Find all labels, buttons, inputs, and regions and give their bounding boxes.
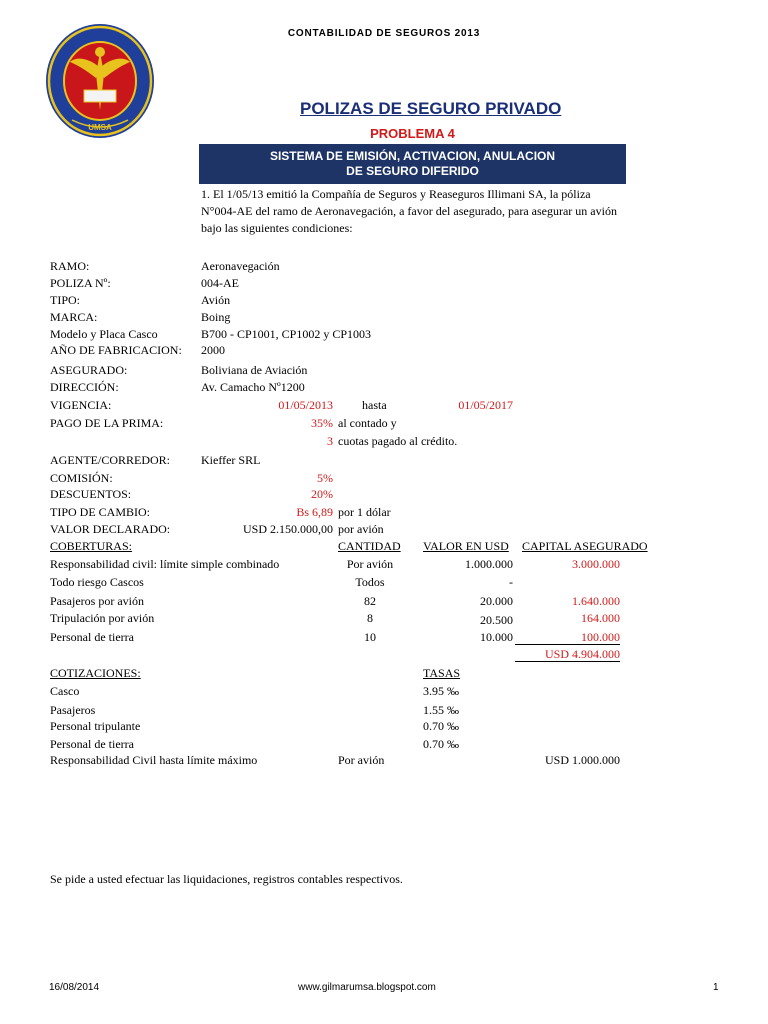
cotizacion-tasa: 0.70 ‰ — [423, 737, 459, 751]
running-header: CONTABILIDAD DE SEGUROS 2013 — [287, 28, 481, 39]
cobertura-capital: 100.000 — [515, 630, 620, 645]
vigencia-from: 01/05/2013 — [278, 398, 333, 412]
pago-cuotas-note: cuotas pagado al crédito. — [338, 434, 458, 448]
cotizacion-name: Casco — [50, 684, 80, 698]
cobertura-name: Personal de tierra — [50, 630, 134, 644]
cotizacion-name: Personal de tierra — [50, 737, 134, 751]
field-label-agente: AGENTE/CORREDOR: — [50, 453, 170, 467]
banner-line-2: DE SEGURO DIFERIDO — [346, 164, 479, 178]
field-value-cambio: Bs 6,89 — [296, 505, 333, 519]
field-label-comision: COMISIÓN: — [50, 471, 113, 485]
field-label-pago: PAGO DE LA PRIMA: — [50, 416, 164, 430]
field-value-modelo: B700 - CP1001, CP1002 y CP1003 — [201, 327, 372, 341]
cobertura-name: Responsabilidad civil: límite simple combinado — [50, 557, 280, 571]
cotizacion-name: Personal tripulante — [50, 719, 141, 733]
field-value-valor: USD 2.150.000,00 — [242, 522, 333, 536]
capital-total: USD 4.904.000 — [515, 647, 620, 662]
intro-paragraph: 1. El 1/05/13 emitió la Compañía de Seguros y Reaseguros Illimani SA, la póliza N°004-AE del ramo de Aeronavegación, a favor del asegurado, para asegurar un avión bajo las siguientes condiciones: — [201, 187, 617, 235]
field-label-marca: MARCA: — [50, 310, 98, 324]
page-title: POLIZAS DE SEGURO PRIVADO — [300, 99, 562, 118]
field-label-poliza: POLIZA Nº: — [50, 276, 111, 290]
rc-limit-label: Responsabilidad Civil hasta límite máximo — [50, 753, 258, 767]
field-value-direccion: Av. Camacho Nº1200 — [201, 380, 305, 394]
field-value-asegurado: Boliviana de Aviación — [201, 363, 308, 377]
pago-cuotas: 3 — [327, 434, 333, 448]
field-value-anio: 2000 — [201, 343, 225, 357]
cantidad-header: CANTIDAD — [338, 539, 401, 553]
field-value-descuentos: 20% — [311, 487, 333, 501]
field-label-ramo: RAMO: — [50, 259, 90, 273]
field-label-descuentos: DESCUENTOS: — [50, 487, 132, 501]
cobertura-valor: 20.000 — [480, 594, 513, 608]
capital-header: CAPITAL ASEGURADO — [522, 539, 648, 553]
field-label-direccion: DIRECCIÓN: — [50, 380, 119, 394]
valor-usd-header: VALOR EN USD — [423, 539, 509, 553]
field-label-modelo: Modelo y Placa Casco — [50, 327, 158, 341]
cobertura-valor: - — [509, 575, 513, 589]
cobertura-capital: 1.640.000 — [572, 594, 620, 608]
cobertura-name: Todo riesgo Cascos — [50, 575, 144, 589]
field-value-poliza: 004-AE — [201, 276, 239, 290]
cotizacion-tasa: 0.70 ‰ — [423, 719, 459, 733]
rc-limit-amount: USD 1.000.000 — [544, 753, 620, 767]
cobertura-valor: 20.500 — [480, 613, 513, 627]
cobertura-valor: 10.000 — [480, 630, 513, 644]
cobertura-cantidad: Todos — [355, 575, 385, 589]
cobertura-cantidad: Por avión — [346, 557, 394, 571]
title-banner — [199, 144, 626, 184]
cotizaciones-header: COTIZACIONES: — [50, 666, 141, 680]
vigencia-separator: hasta — [362, 398, 387, 412]
field-label-tipo: TIPO: — [50, 293, 80, 307]
cobertura-cantidad: 10 — [364, 630, 376, 644]
field-label-anio: AÑO DE FABRICACION: — [50, 343, 182, 357]
valor-note: por avión — [338, 522, 384, 536]
cotizacion-tasa: 1.55 ‰ — [423, 703, 459, 717]
cobertura-capital: 3.000.000 — [572, 557, 620, 571]
cobertura-cantidad: 8 — [367, 611, 373, 625]
coberturas-header: COBERTURAS: — [50, 539, 132, 553]
cotizacion-name: Pasajeros — [50, 703, 96, 717]
rc-limit-qty: Por avión — [338, 753, 385, 767]
footer-url: www.gilmarumsa.blogspot.com — [298, 982, 436, 993]
field-value-tipo: Avión — [201, 293, 231, 307]
cobertura-name: Tripulación por avión — [50, 611, 155, 625]
svg-text:UMSA: UMSA — [88, 123, 112, 132]
footer-page-number: 1 — [713, 982, 719, 993]
cotizacion-tasa: 3.95 ‰ — [423, 684, 459, 698]
field-label-vigencia: VIGENCIA: — [50, 398, 112, 412]
field-label-valor: VALOR DECLARADO: — [50, 522, 171, 536]
problem-label: PROBLEMA 4 — [370, 126, 455, 141]
tasas-header: TASAS — [423, 666, 461, 680]
field-label-asegurado: ASEGURADO: — [50, 363, 128, 377]
vigencia-to: 01/05/2017 — [458, 398, 513, 412]
pago-percent: 35% — [311, 416, 333, 430]
cobertura-cantidad: 82 — [364, 594, 376, 608]
cobertura-capital: 164.000 — [581, 611, 620, 625]
cobertura-valor: 1.000.000 — [465, 557, 513, 571]
field-value-agente: Kieffer SRL — [201, 453, 261, 467]
field-value-marca: Boing — [201, 310, 231, 324]
umsa-crest-logo — [44, 22, 156, 140]
field-value-comision: 5% — [317, 471, 333, 485]
banner-line-1: SISTEMA DE EMISIÓN, ACTIVACION, ANULACION — [269, 149, 556, 163]
field-value-ramo: Aeronavegación — [201, 259, 280, 273]
pago-percent-note: al contado y — [338, 416, 397, 430]
field-label-cambio: TIPO DE CAMBIO: — [50, 505, 151, 519]
footer-date: 16/08/2014 — [49, 982, 100, 993]
cobertura-name: Pasajeros por avión — [50, 594, 144, 608]
request-text: Se pide a usted efectuar las liquidaciones, registros contables respectivos. — [50, 872, 403, 886]
cambio-note: por 1 dólar — [338, 505, 391, 519]
